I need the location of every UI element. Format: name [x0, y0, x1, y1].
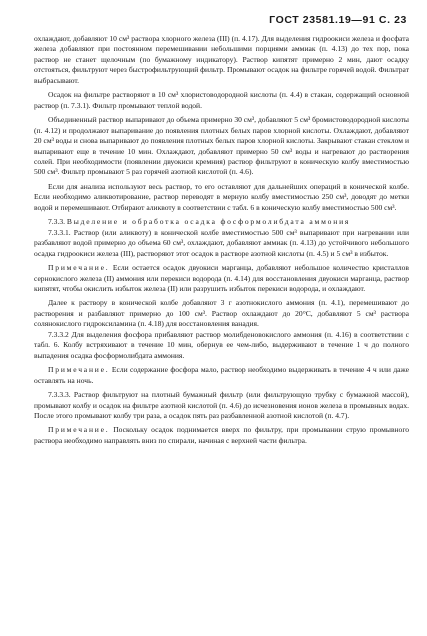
note — [34, 365, 409, 386]
page-header: ГОСТ 23581.19—91 С. 23 — [269, 14, 407, 26]
section-title: Выделение и обработка осадка фосформолибдата аммония — [66, 217, 351, 227]
paragraph: 7.3.3.2 Для выделения фосфора прибавляют раствор молибденовокислого аммония (п. 4.16) в соответствии с табл. 6. Колбу встряхивают в течение 10 мин, обернув ее чем-либо, выдерживают в течение 1 ч до полного выпадения осадка фосформолибдата аммония. — [34, 329, 409, 360]
paragraph: охлаждают, добавляют 10 см³ раствора хлорного железа (III) (п. 4.17). Для выделения гидроокиси железа и фосфата железа добавляют при постоянном перемешивании небольшими порциями аммиак (п. 4.13) до тех пор, пока раствор не станет щелочным (по бумажному индикатору). Раствор кипятят примерно 2 мин, дают осадку отстояться, фильтруют через быстрофильтрующий фильтр. Промывают осадок на фильтре горячей водой. Фильтрат выбрасывают. — [34, 34, 409, 85]
paragraph: Далее к раствору в конической колбе добавляют 3 г азотнокислого аммония (п. 4.1), перемешивают до растворения и разбавляют примерно до 100 см³. Раствор охлаждают до 20°C, добавляют 5 см³ раствора солянокислого гидроксиламина (п. 4.18) для восстановления ванадия. — [34, 298, 409, 329]
paragraph: Осадок на фильтре растворяют в 10 см³ хлористоводородной кислоты (п. 4.4) в стакан, содержащий основной раствор (п. 7.3.1). Фильтр промывают теплой водой. — [34, 90, 409, 110]
note-text: Если содержание фосфора мало, раствор необходимо выдерживать в течение 4 ч или даже оставлять на ночь. — [34, 365, 409, 385]
note-label: Примечание. — [48, 365, 110, 375]
note-label: Примечание. — [48, 425, 110, 435]
note-text: Если остается осадок двуокиси марганца, добавляют небольшое количество кристаллов сернокислого железа (II) аммония или перекиси водорода (п. 4.14) для восстановления двуокиси марганца, раствор кипятят, чтобы окислить избыток железа (II) или разрушить избыток перекиси водорода, и охлаждают. — [34, 263, 409, 293]
note-label: Примечание. — [48, 263, 110, 273]
paragraph: Если для анализа используют весь раствор, то его оставляют для дальнейших операций в конической колбе. Если необходимо аликвотирование, раствор переводят в мерную колбу вместимостью 250 см³, доводят до метки водой и перемешивают. Отбирают аликвоту в соответствии с табл. 6 в коническую колбу вместимостью 500 см³. — [34, 181, 409, 212]
paragraph: 7.3.3.3. Раствор фильтруют на плотный бумажный фильтр (или фильтрующую трубку с бумажной массой), промывают колбу и осадок на фильтре азотной кислотой (п. 4.6) до исчезновения ионов железа в промывных водах. После этого промывают колбу три раза, а осадок пять раз разбавленной азотной кислотой (п. 4.7). — [34, 390, 409, 420]
note — [34, 425, 409, 446]
note — [34, 263, 409, 294]
section-heading — [34, 217, 409, 227]
section-number: 7.3.3. — [48, 217, 65, 227]
paragraph: Объединенный раствор выпаривают до объема примерно 30 см³, добавляют 5 см³ бромистоводородной кислоты (п. 4.12) и продолжают выпаривание до появления плотных белых паров хлорной кислоты. Охлаждают, добавляют 20 см³ воды и снова выпаривают до появления плотных белых паров хлорной кислоты. Закрывают стакан стеклом и выпаривают еще в течение 10 мин. Охлаждают, добавляют примерно 50 см³ воды и нагревают до растворения солей. При необходимости (появлении двуокиси кремния) раствор фильтруют в коническую колбу вместимостью 500 см³. Фильтр промывают 5 раз горячей азотной кислотой (п. 4.6). — [34, 115, 409, 177]
paragraph: 7.3.3.1. Раствор (или аликвоту) в конической колбе вместимостью 500 см³ выпаривают при нагревании или разбавляют водой примерно до объема 60 см³, охлаждают, добавляют аммиак (п. 4.13) до устойчивого небольшого осадка гидроокиси железа (III), растворяют этот осадок в растворе азотной кислоты (п. 4.5) и 5 см³ в избыток. — [34, 227, 409, 258]
note-text: Поскольку осадок поднимается вверх по фильтру, при промывании струю промывного раствора необходимо направлять вниз по спирали, начиная с верхней части фильтра. — [34, 425, 409, 445]
document-body — [34, 34, 409, 446]
